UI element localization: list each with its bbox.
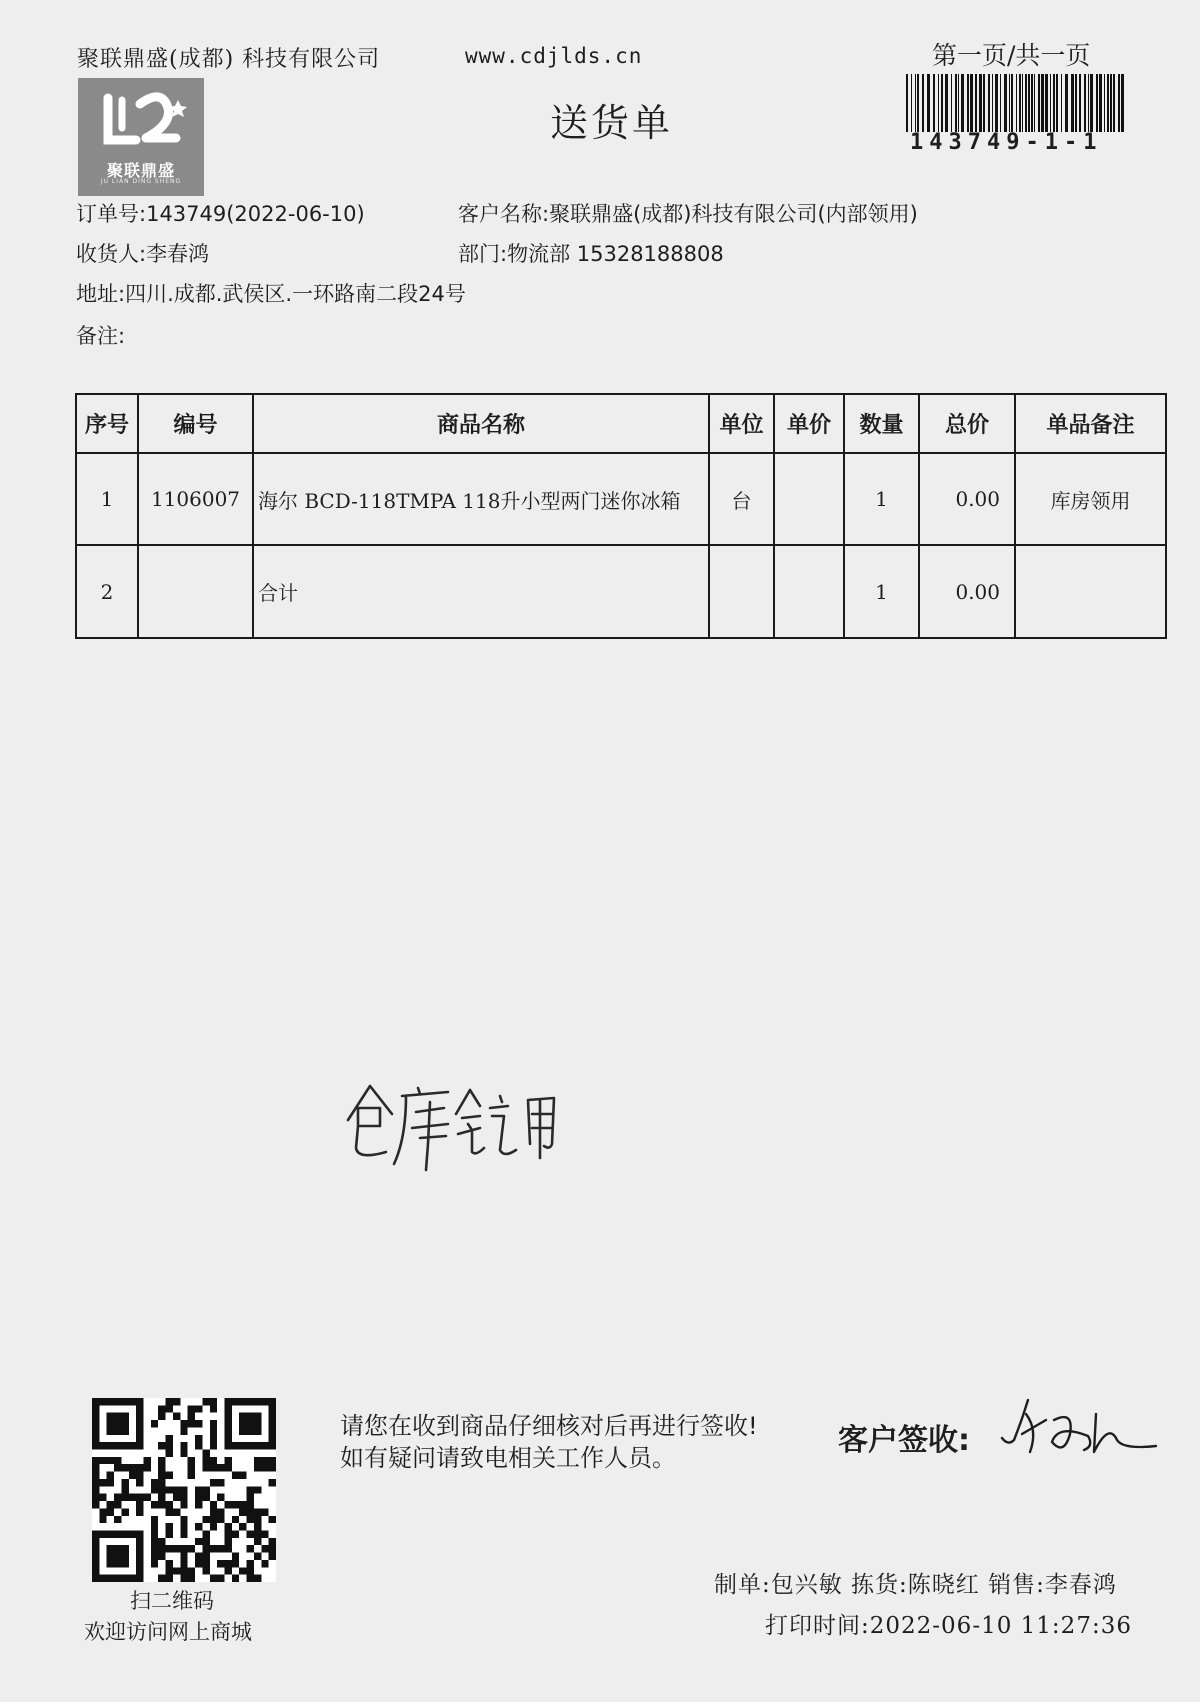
cell-code: 1106007: [138, 453, 253, 545]
logo-mark-icon: [78, 78, 204, 158]
cell-note: 库房领用: [1015, 453, 1166, 545]
barcode-number: 143749-1-1: [910, 130, 1103, 155]
cell-product-name: 合计: [253, 545, 709, 638]
website-url: www.cdjlds.cn: [465, 44, 643, 68]
document-title: 送货单: [550, 101, 674, 145]
column-header: 单品备注: [1015, 394, 1166, 453]
customer-name-field: [458, 198, 918, 228]
logo-brand-text: 聚联鼎盛: [106, 161, 175, 180]
cell-unit: [709, 545, 774, 638]
department-value: 物流部 15328188808: [507, 242, 724, 266]
receiver-value: 李春鸿: [146, 242, 210, 266]
order-number-label: 订单号:: [76, 202, 147, 226]
print-time: 打印时间:2022-06-10 11:27:36: [765, 1613, 1132, 1639]
remark-label: 备注:: [76, 324, 126, 348]
column-header: 单位: [709, 394, 774, 453]
company-name: 聚联鼎盛(成都) 科技有限公司: [77, 47, 381, 72]
customer-name-value: 聚联鼎盛(成都)科技有限公司(内部领用): [549, 202, 918, 226]
column-header: 单价: [774, 394, 844, 453]
cell-quantity: 1: [844, 545, 919, 638]
order-number-value: 143749(2022-06-10): [146, 202, 365, 226]
delivery-items-table: [75, 393, 1167, 639]
department-field: [458, 238, 724, 268]
page-indicator: 第一页/共一页: [932, 41, 1091, 70]
remark-field: [76, 320, 125, 350]
column-header: 数量: [844, 394, 919, 453]
cell-unit-price: [774, 453, 844, 545]
receiver-field: [76, 238, 209, 268]
column-header: 编号: [138, 394, 253, 453]
column-header: 序号: [76, 394, 138, 453]
qr-caption-scan: 扫二维码: [130, 1589, 214, 1613]
department-label: 部门:: [458, 242, 508, 266]
table-header-row: [76, 394, 1166, 453]
address-label: 地址:: [76, 282, 126, 306]
address-field: [76, 278, 466, 308]
customer-name-label: 客户名称:: [458, 202, 550, 226]
cell-product-name: 海尔 BCD-118TMPA 118升小型两门迷你冰箱: [253, 453, 709, 545]
cell-unit: 台: [709, 453, 774, 545]
qr-code-icon: [92, 1398, 276, 1582]
receiver-label: 收货人:: [76, 242, 147, 266]
customer-signature-label: 客户签收:: [838, 1423, 970, 1458]
table-row: [76, 545, 1166, 638]
order-number-field: [76, 198, 365, 228]
logo-subtitle-text: JU LIAN DING SHENG: [100, 178, 182, 185]
staff-info: 制单:包兴敏 拣货:陈晓红 销售:李春鸿: [714, 1572, 1117, 1598]
column-header: 商品名称: [253, 394, 709, 453]
cell-note: [1015, 545, 1166, 638]
column-header: 总价: [919, 394, 1015, 453]
table-row: [76, 453, 1166, 545]
cell-seq: 2: [76, 545, 138, 638]
cell-total: 0.00: [919, 545, 1015, 638]
handwritten-note: [340, 1078, 600, 1178]
cell-seq: 1: [76, 453, 138, 545]
customer-signature: [998, 1390, 1158, 1470]
cell-quantity: 1: [844, 453, 919, 545]
address-value: 四川.成都.武侯区.一环路南二段24号: [125, 282, 466, 306]
cell-unit-price: [774, 545, 844, 638]
cell-code: [138, 545, 253, 638]
qr-caption-visit: 欢迎访问网上商城: [84, 1620, 252, 1644]
signing-notice: 请您在收到商品仔细核对后再进行签收!如有疑问请致电相关工作人员。: [340, 1412, 758, 1472]
cell-total: 0.00: [919, 453, 1015, 545]
company-logo: [78, 78, 204, 196]
barcode-icon: [906, 74, 1124, 132]
